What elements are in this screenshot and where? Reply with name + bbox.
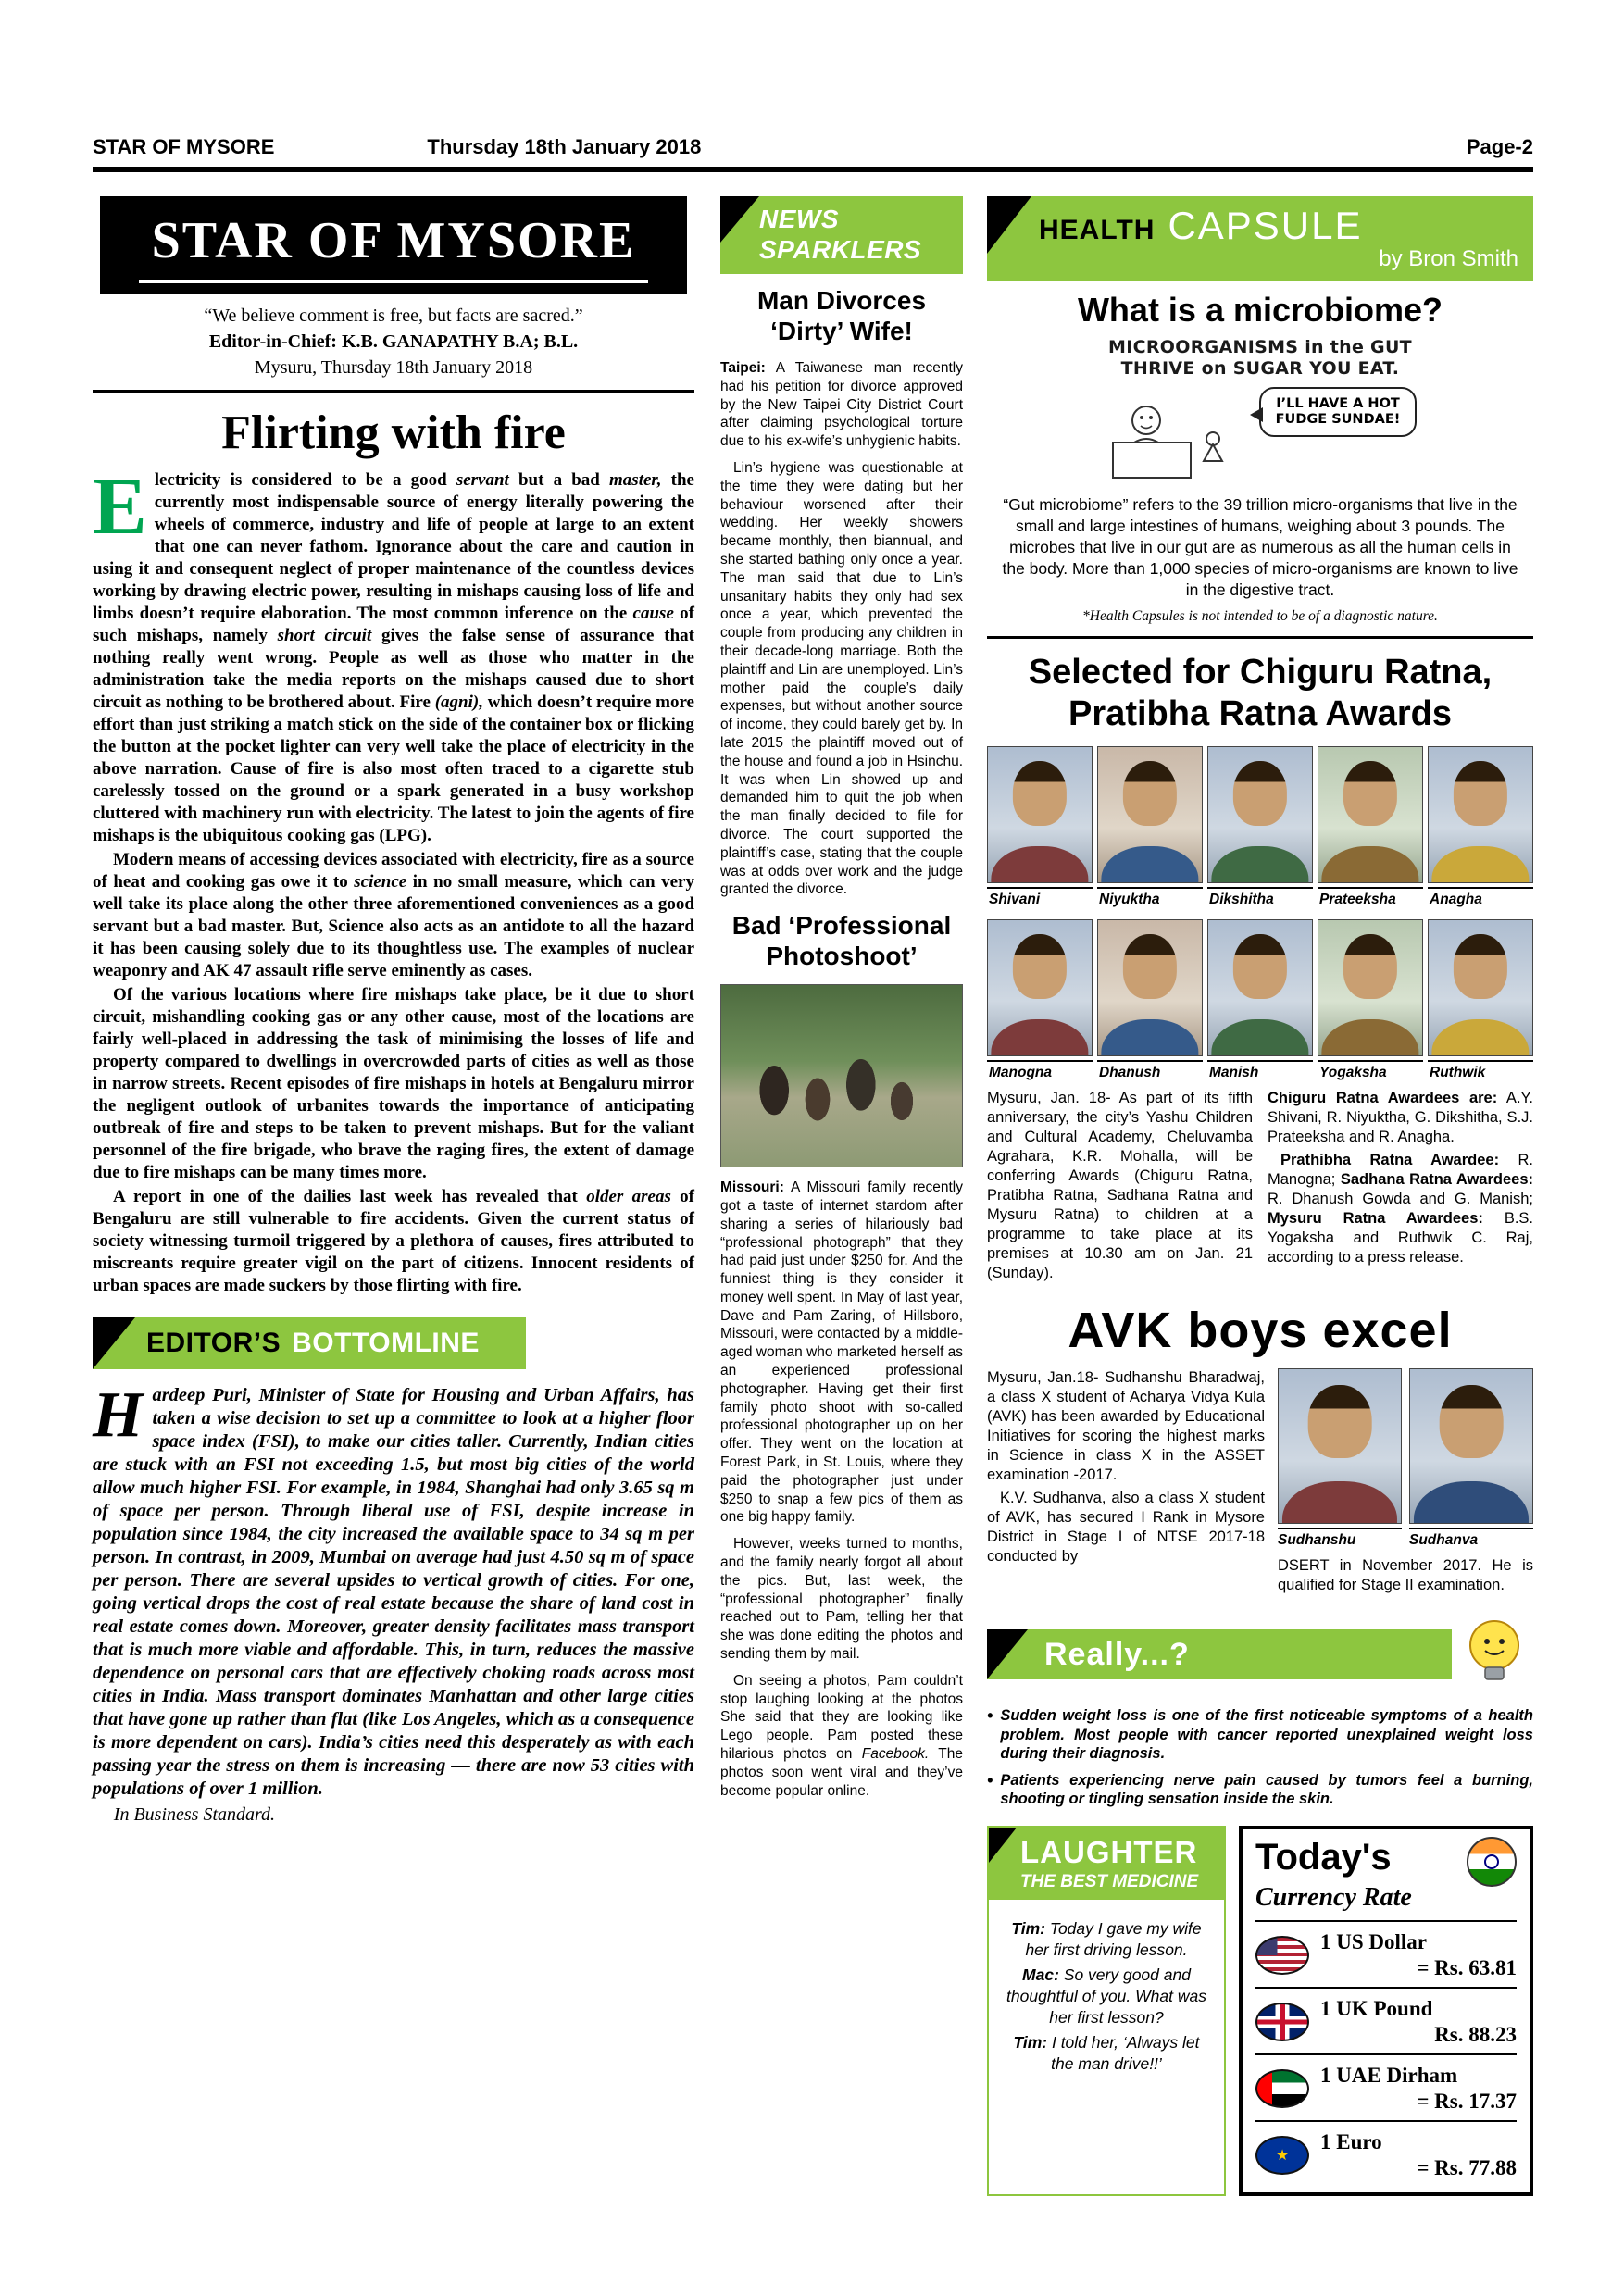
sparklers-line2: SPARKLERS: [759, 235, 922, 264]
awards-title-line2: Pratibha Ratna Awards: [1068, 694, 1452, 733]
avk-photo-captions: [1278, 1528, 1533, 1549]
health-cartoon: [987, 337, 1533, 491]
photo-caption: Anagha: [1428, 887, 1533, 908]
bottomline-article: [93, 1379, 694, 1826]
cartoon-caption-line2: THRIVE on SUGAR YOU EAT.: [1120, 358, 1400, 379]
laughter-box: [987, 1826, 1226, 2196]
laughter-subtitle: THE BEST MEDICINE: [1020, 1871, 1199, 1891]
drop-cap: E: [93, 462, 147, 552]
editorial-paragraph: [93, 462, 695, 847]
photo-caption: Ruthwik: [1428, 1060, 1533, 1081]
corner-triangle-icon: [93, 1317, 135, 1369]
divider: [987, 636, 1533, 639]
header-date: Thursday 18th January 2018: [427, 135, 702, 158]
eu-flag-icon: [1255, 2136, 1309, 2175]
award-photo: [987, 919, 1093, 1056]
health-capsule-footnote: *Health Capsules is not intended to be of a diagnostic nature.: [1082, 608, 1438, 624]
capsule-label: CAPSULE: [1168, 204, 1363, 247]
really-bullet: [987, 1771, 1533, 1809]
avk-paragraph: K.V. Sudhanva, also a class X student of AVK, has secured I Rank in Mysore District in Stage I of NTSE 2017-18 conducted by: [987, 1490, 1265, 1565]
currency-value: = Rs. 17.37: [1417, 2089, 1517, 2113]
currency-label: 1 UK Pound: [1320, 1996, 1433, 2020]
corner-triangle-icon: [720, 196, 759, 243]
awards-photo-row-2: [987, 919, 1533, 1056]
photo-caption: Sudhanva: [1409, 1528, 1533, 1549]
corner-triangle-icon: [987, 196, 1031, 254]
header-paper-name: STAR OF MYSORE: [93, 135, 275, 158]
awards-names-row-2: [987, 1060, 1533, 1081]
bullet-icon: •: [987, 1706, 993, 1725]
bullet-text: Patients experiencing nerve pain caused by tumors feel a burning, shooting or tingling sensation inside the skin.: [1000, 1771, 1533, 1807]
article-paragraph: On seeing a photos, Pam couldn’t stop laughing looking at the photos She said that they are looking like Lego people. Pam posted these hilarious photos on Facebook. The photos soon went viral and they’ve become popular online.: [720, 1672, 963, 1799]
really-section-header: [987, 1614, 1533, 1695]
currency-row: [1255, 1989, 1517, 2055]
article-body: [720, 1179, 963, 1800]
bottomline-signature: — In Business Standard.: [93, 1804, 276, 1825]
currency-label: 1 UAE Dirham: [1320, 2063, 1458, 2087]
masthead-dateline: Mysuru, Thursday 18th January 2018: [254, 357, 533, 378]
award-photo: [1207, 919, 1313, 1056]
microbiome-title: What is a microbiome?: [1077, 291, 1443, 329]
award-photo: [1097, 919, 1203, 1056]
bottomline-label-dark: EDITOR’S: [146, 1328, 281, 1358]
uae-flag-icon: [1255, 2069, 1309, 2108]
currency-subtitle: Currency Rate: [1255, 1882, 1412, 1912]
currency-row: [1255, 1922, 1517, 1989]
awards-names-row-1: [987, 887, 1533, 908]
microbiome-body: “Gut microbiome” refers to the 39 trillion micro-organisms that live in the small and large intestines of humans, weighing about 3 pounds. The microbes that live in our gut are as numerous as all the human cells in the body. More than 1,000 species of micro-organisms are known to live in the digestive tract.: [1002, 495, 1518, 599]
bottom-row: [987, 1826, 1533, 2196]
avk-paragraph: Mysuru, Jan.18- Sudhanshu Bharadwaj, a class X student of Acharya Vidya Kula (AVK) has been awarded by Educational Initiatives for scoring the highest marks in Science in class X in the ASSET examination -2017.: [987, 1369, 1265, 1483]
editorial-paragraph: Of the various locations where fire mishaps take place, be it due to short circuit, mishandling cooking gas or any other cause, most of the locations are fairly well-placed in addressing the task of minimising the losses of life and property compared to dwellings in overcrowded parts of cities as well as those in narrow streets. Recent episodes of fire mishaps in hotels at Bengaluru mirror the negligent outlook of urbanites towards the importance of anticipating outbreak of fire and steps to be taken to prevent mishaps. But for the valiant personnel of the fire brigade, who brave the raging fires, the extent of damage due to fire mishaps can be many times more.: [93, 985, 694, 1182]
editorial-paragraph: Modern means of accessing devices associated with electricity, fire as a source of heat and cooking gas owe it to science in no small measure, which can very well take its place along the other three aforementioned conveniences as a good servant but a bad master. But, Science also acts as an antidote to all the hazard it has been causing solely due to its thoughtless use. The examples of nuclear weaponry and AK 47 assault rifle serve eminently as cases.: [93, 850, 694, 980]
joke-line: Tim: I told her, ‘Always let the man drive!!’: [1013, 2032, 1200, 2073]
article-title-bad-photoshoot: Bad ‘Professional Photoshoot’: [731, 911, 952, 971]
editors-bottomline-header: [93, 1317, 526, 1369]
lightbulb-icon: [1455, 1614, 1533, 1695]
currency-rate-box: [1239, 1826, 1533, 2196]
masthead-title: STAR OF MYSORE: [139, 211, 649, 283]
masthead: [100, 196, 687, 294]
news-sparklers-header: [720, 196, 963, 274]
divider: [93, 390, 694, 393]
speech-bubble: I’LL HAVE A HOT FUDGE SUNDAE!: [1259, 387, 1417, 437]
awards-title: [987, 652, 1533, 735]
corner-triangle-icon: [987, 1629, 1028, 1679]
award-photo: [1097, 746, 1203, 883]
photo-caption: Niyuktha: [1097, 887, 1203, 908]
article-body: [720, 359, 963, 899]
bottomline-label-light: BOTTOMLINE: [292, 1328, 480, 1358]
awards-title-line1: Selected for Chiguru Ratna,: [1028, 653, 1493, 692]
currency-value: = Rs. 63.81: [1417, 1955, 1517, 1979]
avk-photos: [1278, 1368, 1533, 1524]
news-sparklers-column: [720, 196, 963, 1808]
award-photo: [1318, 919, 1423, 1056]
avk-article: [987, 1368, 1533, 1595]
currency-title: Today's: [1255, 1836, 1392, 1878]
awards-article-body: [987, 1089, 1533, 1287]
corner-triangle-icon: [989, 1828, 1017, 1863]
bottomline-paragraph: [93, 1379, 694, 1801]
really-bullets: [987, 1706, 1533, 1809]
masthead-quote: “We believe comment is free, but facts are sacred.”: [204, 306, 583, 326]
joke-line: Mac: So very good and thoughtful of you. What was her first lesson?: [1006, 1965, 1206, 2027]
editorial-title: Flirting with fire: [221, 406, 566, 459]
article-paragraph: Missouri: A Missouri family recently got a taste of internet stardom after sharing a series of hilariously bad “professional photograph” that they had paid just under $250 for. And the funniest thing is they consider it money well spent. In May of last year, Dave and Pam Zaring, of Hillsboro, Missouri, were contacted by a middle-aged woman who marketed herself as an experienced professional photographer. Having get their first family photo shoot with so-called professional photographer up on her offer. They went on the location at Forest Park, in St. Louis, where they paid the photographer just under $250 to snap a few pics of them as one big happy family.: [720, 1179, 963, 1526]
paragraph-text: ardeep Puri, Minister of State for Housing and Urban Affairs, has taken a wise decision to set up a committee to look at a higher floor space index (FSI), to make our cities taller. Currently, Indian cities are stuck with an FSI not exceeding 1.5, but most big cities of the world allow much higher FSI. For example, in 1984, Shanghai had only 3.65 sq m of space per person. Through liberal use of FSI, despite increase in population since 1984, the city increased the available space to 34 sq m per person. In contrast, in 2009, Mumbai on average had just 4.50 sq m of space per person. There are several upsides to vertical growth of cities. For one, going vertical drops the cost of real estate because the share of land cost in real estate comes down. Moreover, greater density facilitates mass transport that is much more viable and affordable. This, in turn, reduces the massive dependence on personal cars that are effectively choking roads across most cities in India. Mass transport dominates Manhattan and other large cities that have gone up rather than flat (like Los Angeles, which as a consequence is more dependent on cars). India’s cities need this desperately as with each passing year the stress on them is increasing — there are now 53 cities with populations of over 1 million.: [93, 1385, 694, 1799]
health-capsule-header: [987, 196, 1533, 281]
article-paragraph: Lin’s hygiene was questionable at the time they were dating but her behaviour worsened after their wedding. Her weekly showers became monthly, then biannual, and she started bathing only once a year. The man said that due to Lin’s unsanitary habits they only had sex once a year, which prevented the couple from producing any children in their decade-long marriage. Both the plaintiff and Lin are unemployed. Lin’s mother paid the couple’s daily expenses, but without another source of income, they could barely get by. In late 2015 the plaintiff moved out of the house and found a job in Hsinchu. It was when Lin showed up and demanded him to quit the job when the man finally decided to file for divorce. The court supported the plaintiff’s case, stating that the couple was at odds over work and the judge granted the divorce.: [720, 459, 963, 898]
paragraph-text: lectricity is considered to be a good servant but a bad master, the currently most indispensable source of energy literally powering the wheels of commerce, industry and life of people at large to an extent that one can never fathom. Ignorance about the care and caution in using it and consequent neglect of proper maintenance of the countless devices working by drawing electric power, resulting in mishaps causing loss of life and limbs doesn’t require elaboration. The most common inference on the cause of such mishaps, namely short circuit gives the false sense of assurance that nothing really went wrong. People as well as those who matter in the administration take the media reports on the mishaps caused due to short circuit as nothing to be brothered about. Fire (agni), which doesn’t require more effort than just striking a match stick on the side of the container box or flicking the button at the pocket lighter can very well take the place of electricity in the above narration. Cause of fire is also most often traced to a cigarette stub carelessly tossed on the ground or a spark generated in a busy workshop cluttered with machinery run with electricity. The latest to join the agents of fire mishaps is the ubiquitous cooking gas (LPG).: [93, 470, 695, 845]
photo-caption: Shivani: [987, 887, 1093, 908]
india-flag-icon: [1467, 1837, 1517, 1887]
health-byline: by Bron Smith: [1379, 246, 1518, 271]
article-title-man-divorces: Man Divorces ‘Dirty’ Wife!: [756, 286, 927, 345]
currency-row: [1255, 2122, 1517, 2187]
photo-caption: Sudhanshu: [1278, 1528, 1402, 1549]
currency-label: 1 Euro: [1320, 2129, 1382, 2153]
masthead-editor-line: Editor-in-Chief: K.B. GANAPATHY B.A; B.L.: [208, 331, 579, 352]
photo-caption: Dhanush: [1097, 1060, 1203, 1081]
award-photo: [1428, 919, 1533, 1056]
student-photo: [1409, 1368, 1533, 1524]
editorial-paragraph: A report in one of the dailies last week has revealed that older areas of Bengaluru are still vulnerable to fire accidents. Given the current status of society witnessing turmoil triggered by a plethora of causes, fires attributed to miscreants require greater vigil on the part of citizens. Innocent residents of urban spaces are made suckers by those flirting with fire.: [93, 1187, 695, 1295]
award-photo: [1318, 746, 1423, 883]
article-paragraph: However, weeks turned to months, and the family nearly forgot all about the pics. But, last week, the “professional photographer” finally reached out to Pam, telling her that she was done editing the photos and sending them by mail.: [720, 1536, 963, 1663]
currency-value: = Rs. 77.88: [1417, 2155, 1517, 2179]
award-photo: [987, 746, 1093, 883]
avk-paragraph: DSERT in November 2017. He is qualified for Stage II examination.: [1278, 1557, 1533, 1593]
award-photo: [1428, 746, 1533, 883]
bullet-icon: •: [987, 1770, 993, 1790]
family-photoshoot-photo: [720, 984, 963, 1167]
cartoon-caption-line1: MICROORGANISMS in the GUT: [1108, 337, 1412, 357]
awards-photo-row-1: [987, 746, 1533, 883]
currency-label: 1 US Dollar: [1320, 1929, 1427, 1953]
student-photo: [1278, 1368, 1402, 1524]
really-bullet: [987, 1706, 1533, 1764]
photo-caption: Prateeksha: [1318, 887, 1423, 908]
page-header: [93, 135, 1533, 172]
awards-paragraph: Mysuru, Jan. 18- As part of its fifth anniversary, the city’s Yashu Children and Cultural Academy, Cheluvamba Agrahara, K.R. Mohalla, will be conferring Awards (Chiguru Ratna, Pratibha Ratna, Sadhana Ratna and Mysuru Ratna) to children at a programme to take place at its premises at 10.30 am on Jan. 21 (Sunday).: [987, 1090, 1253, 1281]
award-photo: [1207, 746, 1313, 883]
bullet-text: Sudden weight loss is one of the first noticeable symptoms of a health problem. Most people with cancer reported unexplained weight loss during their diagnosis.: [1000, 1707, 1533, 1762]
health-label: HEALTH: [1039, 215, 1156, 245]
us-flag-icon: [1255, 1936, 1309, 1975]
photo-caption: Yogaksha: [1318, 1060, 1423, 1081]
photo-caption: Dikshitha: [1207, 887, 1313, 908]
photo-caption: Manish: [1207, 1060, 1313, 1081]
sundae-cartoon-drawing: [1104, 383, 1252, 483]
awards-paragraph: Prathibha Ratna Awardee: R. Manogna; Sadhana Ratna Awardees: R. Dhanush Gowda and G. Manish; Mysuru Ratna Awardees: B.S. Yogaksha and Ruthwik C. Raj, according to a press release.: [1268, 1152, 1534, 1266]
joke-line: Tim: Today I gave my wife her first driving lesson.: [1011, 1918, 1202, 1959]
currency-row: [1255, 2055, 1517, 2122]
drop-cap: H: [93, 1379, 144, 1451]
editorial-body: [93, 462, 695, 1297]
photo-caption: Manogna: [987, 1060, 1093, 1081]
editorial-article: [93, 394, 694, 1297]
laughter-header: [989, 1828, 1224, 1900]
joke-text: [989, 1900, 1224, 2097]
really-title: Really...?: [1044, 1636, 1190, 1672]
article-paragraph: Taipei: A Taiwanese man recently had his petition for divorce approved by the New Taipei City District Court after claiming psychological torture due to his ex-wife’s unhygienic habits.: [720, 360, 963, 450]
laughter-title: LAUGHTER: [1020, 1834, 1198, 1869]
currency-rates: [1255, 1920, 1517, 2187]
avk-title: AVK boys excel: [1068, 1303, 1453, 1358]
left-column: [93, 196, 694, 1826]
sparklers-line1: NEWS: [759, 205, 839, 233]
uk-flag-icon: [1255, 2003, 1309, 2041]
currency-value: Rs. 88.23: [1434, 2022, 1517, 2046]
right-column: [987, 196, 1533, 2196]
awards-paragraph: Chiguru Ratna Awardees are: A.Y. Shivani, R. Niyuktha, G. Dikshitha, S.J. Prateeksha and R. Anagha.: [1268, 1090, 1533, 1145]
header-page-number: Page-2: [1466, 135, 1533, 158]
